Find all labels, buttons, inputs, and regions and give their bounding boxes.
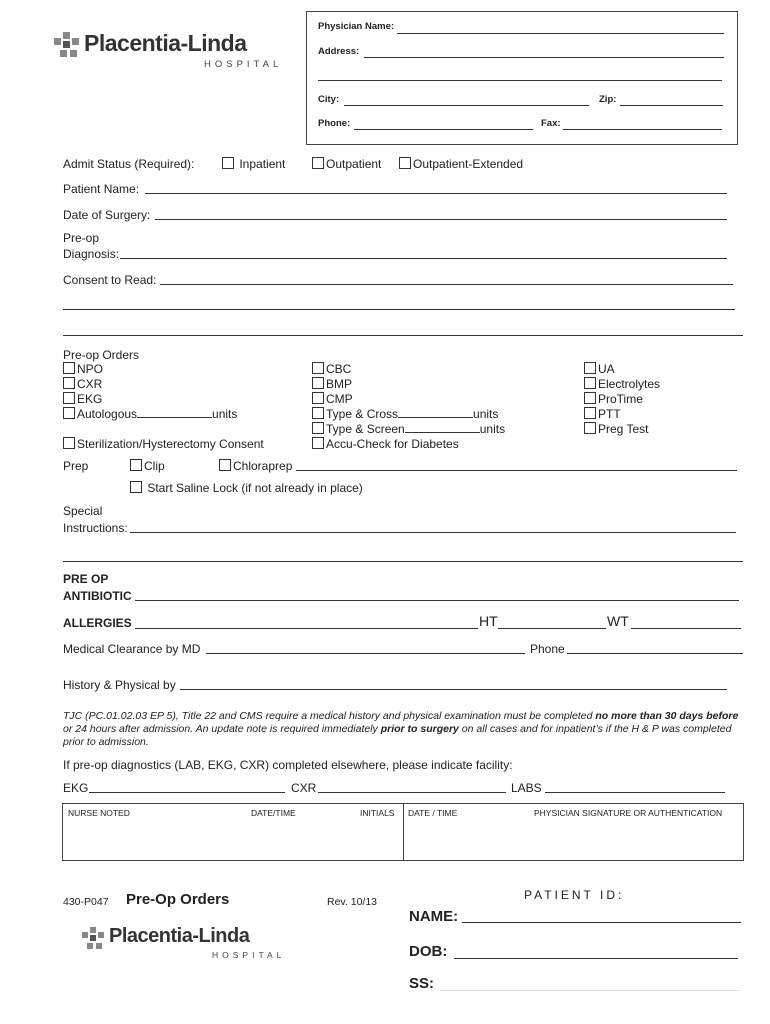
labs-facility-field[interactable] <box>545 792 725 793</box>
checkbox[interactable] <box>312 437 324 449</box>
separator-line <box>63 335 743 336</box>
ht-label: HT <box>479 613 498 629</box>
order-sterilization[interactable] <box>63 437 264 451</box>
checkbox[interactable] <box>312 422 324 434</box>
special-instructions-field-2[interactable] <box>63 561 743 562</box>
logo-sub: HOSPITAL <box>204 59 283 70</box>
physician-name-label: Physician Name: <box>318 21 395 32</box>
units-label: units <box>479 422 506 436</box>
checkbox[interactable] <box>63 407 75 419</box>
order-ekg-label: EKG <box>77 392 103 406</box>
checkbox[interactable] <box>63 377 75 389</box>
admit-inpatient-label: Inpatient <box>239 157 286 171</box>
order-type-screen[interactable] <box>312 422 505 437</box>
form-title: Pre-Op Orders <box>126 891 230 908</box>
order-protime-label: ProTime <box>598 392 643 406</box>
fax-label: Fax: <box>541 118 561 129</box>
checkbox[interactable] <box>130 481 142 493</box>
form-revision: Rev. 10/13 <box>327 896 378 908</box>
wt-field[interactable] <box>631 628 741 629</box>
logo-name: Placentia-Linda <box>109 925 250 947</box>
table-divider <box>403 803 404 860</box>
order-ptt-label: PTT <box>598 407 621 421</box>
clearance-md-field[interactable] <box>206 653 525 654</box>
dob-field[interactable] <box>454 958 738 959</box>
checkbox[interactable] <box>63 362 75 374</box>
checkbox[interactable] <box>63 392 75 404</box>
hospital-logo-top <box>52 30 282 75</box>
checkbox[interactable] <box>63 437 75 449</box>
checkbox[interactable] <box>312 362 324 374</box>
preop-label: Pre-op <box>63 231 100 245</box>
address-field[interactable] <box>364 57 724 58</box>
checkbox[interactable] <box>584 422 596 434</box>
diagnosis-label: Diagnosis: <box>63 247 120 261</box>
orders-col3 <box>584 362 660 437</box>
physician-signature-header: PHYSICIAN SIGNATURE OR AUTHENTICATION <box>534 808 723 818</box>
order-electrolytes[interactable] <box>584 377 660 392</box>
order-protime[interactable] <box>584 392 660 407</box>
order-accu-check[interactable] <box>312 437 505 452</box>
special-label-1: Special <box>63 504 103 518</box>
order-cxr[interactable] <box>63 377 237 392</box>
order-autologous[interactable] <box>63 407 237 422</box>
order-electrolytes-label: Electrolytes <box>598 377 661 391</box>
admit-outpatient-label: Outpatient <box>326 157 382 171</box>
checkbox[interactable] <box>584 362 596 374</box>
order-preg-test-label: Preg Test <box>598 422 649 436</box>
dob-label: DOB: <box>409 943 448 960</box>
checkbox[interactable] <box>312 157 324 169</box>
order-ptt[interactable] <box>584 407 660 422</box>
tjc-notice <box>63 710 739 749</box>
admit-inpatient[interactable] <box>222 157 285 171</box>
patient-name-field[interactable] <box>145 193 727 194</box>
orders-col1 <box>63 362 237 422</box>
prep-chloraprep-label: Chloraprep <box>233 459 293 473</box>
order-type-screen-label: Type & Screen <box>326 422 405 436</box>
date-of-surgery-label: Date of Surgery: <box>63 208 151 222</box>
checkbox[interactable] <box>222 157 234 169</box>
type-screen-units-field[interactable] <box>405 422 480 433</box>
consent-field-2[interactable] <box>63 309 735 310</box>
clearance-label: Medical Clearance by MD <box>63 642 201 656</box>
phone-field[interactable] <box>354 129 533 130</box>
order-cmp[interactable] <box>312 392 505 407</box>
ss-label: SS: <box>409 975 435 992</box>
nurse-noted-header: NURSE NOTED <box>68 808 130 818</box>
order-cbc[interactable] <box>312 362 505 377</box>
antibiotic-label-1: PRE OP <box>63 572 109 586</box>
ht-field[interactable] <box>498 628 606 629</box>
consent-label: Consent to Read: <box>63 273 157 287</box>
tjc-text-1: TJC (PC.01.02.03 EP 5), Title 22 and CMS require a medical history and physical examination must be completed <box>63 710 596 722</box>
checkbox[interactable] <box>312 407 324 419</box>
zip-field[interactable] <box>620 105 723 106</box>
form-number: 430-P047 <box>63 896 109 908</box>
tjc-text-2: or 24 hours after admission. An update note is required immediately <box>63 723 381 735</box>
date-of-surgery-field[interactable] <box>155 219 727 220</box>
units-label: units <box>473 407 499 421</box>
order-npo-label: NPO <box>77 362 104 376</box>
ss-field[interactable] <box>440 990 740 991</box>
address-label: Address: <box>318 46 360 57</box>
zip-label: Zip: <box>599 94 617 105</box>
antibiotic-field[interactable] <box>135 600 739 601</box>
order-ekg[interactable] <box>63 392 237 407</box>
prep-saline-label: Start Saline Lock (if not already in place) <box>147 481 363 495</box>
logo-name: Placentia-Linda <box>84 30 247 56</box>
admit-outpatient[interactable] <box>312 157 381 171</box>
name-label: NAME: <box>409 908 459 925</box>
tjc-bold-2: prior to surgery <box>380 723 459 735</box>
date-time-header: DATE/TIME <box>251 808 296 818</box>
patient-name-label: Patient Name: <box>63 182 140 196</box>
date-time-header-2: DATE / TIME <box>408 808 458 818</box>
logo-sub: HOSPITAL <box>212 950 286 960</box>
consent-field[interactable] <box>160 284 733 285</box>
order-bmp[interactable] <box>312 377 505 392</box>
wt-label: WT <box>607 613 629 629</box>
special-label-2: Instructions: <box>63 521 128 535</box>
prep-clip[interactable] <box>130 459 165 473</box>
ekg-label: EKG <box>63 781 89 795</box>
city-field[interactable] <box>344 105 589 106</box>
order-ua[interactable] <box>584 362 660 377</box>
city-label: City: <box>318 94 340 105</box>
chloraprep-field[interactable] <box>296 470 737 471</box>
orders-col2 <box>312 362 505 452</box>
allergies-field[interactable] <box>135 628 478 629</box>
elsewhere-text: If pre-op diagnostics (LAB, EKG, CXR) completed elsewhere, please indicate facility: <box>63 758 513 772</box>
address-field-2[interactable] <box>318 80 722 81</box>
admit-outpatient-extended-label: Outpatient-Extended <box>413 157 524 171</box>
cxr-facility-field[interactable] <box>318 792 506 793</box>
prep-clip-label: Clip <box>144 459 165 473</box>
fax-field[interactable] <box>563 129 722 130</box>
prep-saline[interactable] <box>130 481 363 495</box>
antibiotic-label-2: ANTIBIOTIC <box>63 589 132 603</box>
order-cbc-label: CBC <box>326 362 352 376</box>
preop-orders-heading: Pre-op Orders <box>63 348 140 362</box>
patient-id-label: PATIENT ID: <box>524 888 625 902</box>
labs-label: LABS <box>511 781 542 795</box>
clearance-phone-label: Phone <box>530 642 565 656</box>
checkbox[interactable] <box>312 377 324 389</box>
order-ua-label: UA <box>598 362 615 376</box>
order-type-cross-label: Type & Cross <box>326 407 399 421</box>
order-autologous-label: Autologous <box>77 407 138 421</box>
order-sterilization-label: Sterilization/Hysterectomy Consent <box>77 437 264 451</box>
checkbox[interactable] <box>584 377 596 389</box>
checkbox[interactable] <box>584 392 596 404</box>
checkbox[interactable] <box>219 459 231 471</box>
history-field[interactable] <box>180 689 727 690</box>
hospital-logo-bottom <box>82 925 292 965</box>
clearance-phone-field[interactable] <box>567 653 743 654</box>
order-accu-check-label: Accu-Check for Diabetes <box>326 437 459 451</box>
cxr-label: CXR <box>291 781 317 795</box>
initials-header: INITIALS <box>360 808 395 818</box>
admit-status-label: Admit Status (Required): <box>63 157 195 171</box>
checkbox[interactable] <box>312 392 324 404</box>
history-label: History & Physical by <box>63 678 176 692</box>
admit-outpatient-extended[interactable] <box>399 157 523 171</box>
order-type-cross[interactable] <box>312 407 505 422</box>
patient-name-id-field[interactable] <box>462 922 741 923</box>
autologous-units-field[interactable] <box>137 407 212 418</box>
order-npo[interactable] <box>63 362 237 377</box>
checkbox[interactable] <box>130 459 142 471</box>
logo-mark-icon <box>54 32 80 58</box>
prep-label: Prep <box>63 459 89 473</box>
diagnosis-field[interactable] <box>120 258 727 259</box>
order-cmp-label: CMP <box>326 392 353 406</box>
units-label: units <box>212 407 238 421</box>
type-cross-units-field[interactable] <box>398 407 473 418</box>
phone-label: Phone: <box>318 118 351 129</box>
checkbox[interactable] <box>399 157 411 169</box>
logo-mark-icon <box>82 927 104 949</box>
order-cxr-label: CXR <box>77 377 103 391</box>
physician-name-field[interactable] <box>397 33 724 34</box>
order-preg-test[interactable] <box>584 422 660 437</box>
order-bmp-label: BMP <box>326 377 353 391</box>
tjc-text-3: on all cases and for inpatient’s if the H & P was completed prior to admission. <box>63 723 732 748</box>
allergies-label: ALLERGIES <box>63 616 132 630</box>
special-instructions-field[interactable] <box>130 532 736 533</box>
prep-chloraprep[interactable] <box>219 459 292 473</box>
ekg-facility-field[interactable] <box>89 792 285 793</box>
tjc-bold-1: no more than 30 days before <box>595 710 739 722</box>
checkbox[interactable] <box>584 407 596 419</box>
